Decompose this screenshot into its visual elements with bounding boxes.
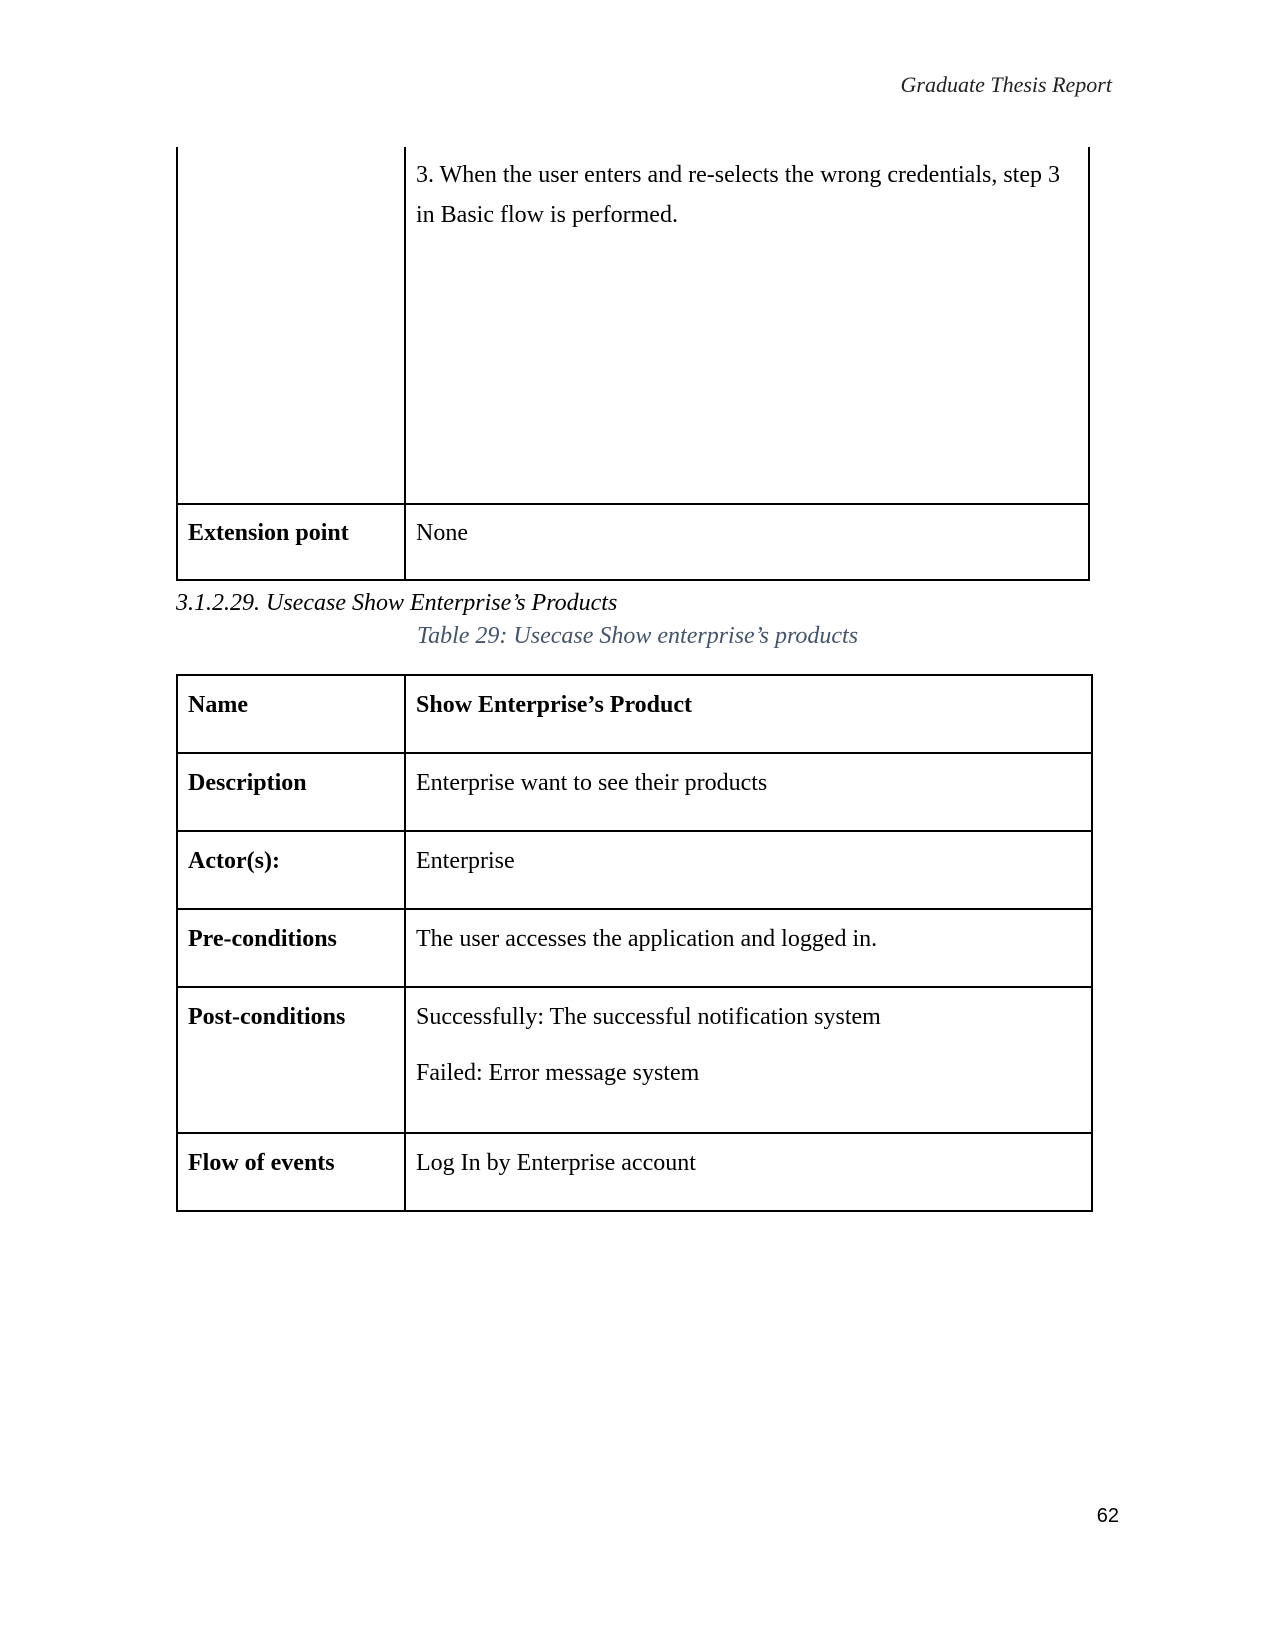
post-conditions-value (405, 987, 1092, 1133)
usecase-table (176, 674, 1093, 1212)
actors-label: Actor(s): (177, 831, 405, 909)
post-success-text: Successfully: The successful notification system (416, 1004, 881, 1030)
extension-point-value: None (405, 504, 1089, 580)
table-caption: Table 29: Usecase Show enterprise’s products (416, 623, 859, 649)
alternative-flow-text: 3. When the user enters and re-selects the wrong credentials, step 3 in Basic flow is performed. (405, 147, 1089, 504)
running-header: Graduate Thesis Report (900, 72, 1112, 97)
description-value: Enterprise want to see their products (405, 753, 1092, 831)
flow-of-events-label: Flow of events (177, 1133, 405, 1211)
table-row (177, 147, 1089, 504)
section-heading: 3.1.2.29. Usecase Show Enterprise’s Products (176, 590, 618, 616)
post-conditions-label: Post-conditions (177, 987, 405, 1133)
actors-value: Enterprise (405, 831, 1092, 909)
page-number: 62 (1096, 1505, 1119, 1527)
name-label: Name (177, 675, 405, 753)
table-row (177, 753, 1092, 831)
description-label: Description (177, 753, 405, 831)
extension-point-label: Extension point (177, 504, 405, 580)
table-row (177, 504, 1089, 580)
name-value: Show Enterprise’s Product (405, 675, 1092, 753)
table-row (177, 987, 1092, 1133)
pre-conditions-value: The user accesses the application and logged in. (405, 909, 1092, 987)
post-failed-text: Failed: Error message system (416, 1060, 700, 1086)
table-row (177, 909, 1092, 987)
table-row (177, 675, 1092, 753)
empty-label-cell (177, 147, 405, 504)
flow-of-events-value: Log In by Enterprise account (405, 1133, 1092, 1211)
table-row (177, 1133, 1092, 1211)
pre-conditions-label: Pre-conditions (177, 909, 405, 987)
table-row (177, 831, 1092, 909)
continued-usecase-table (176, 147, 1090, 581)
